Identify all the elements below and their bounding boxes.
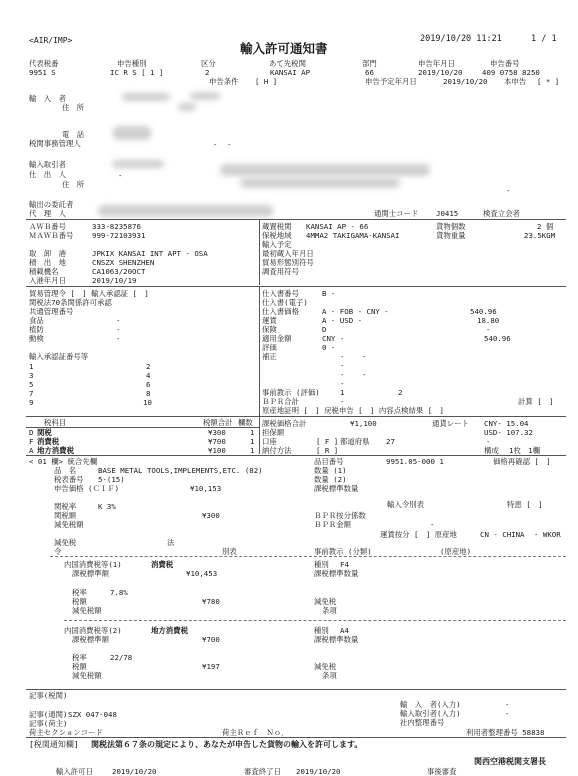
tsumidashi: CNSZX SHENZHEN [92, 258, 155, 267]
joken: [ H ] [255, 77, 278, 86]
unchin: 18.80 [477, 316, 500, 325]
suryo-1-label: 数量 (1) [314, 466, 347, 475]
chosa-fugo-label: 調査用符号 [262, 267, 299, 276]
notice-tag: [税関通知欄] [29, 740, 79, 749]
tax-row-amount: ¥300 [208, 428, 226, 437]
kanzei-ritsu: K 3% [98, 502, 116, 511]
invoice-no: B - [322, 289, 336, 298]
genmen-zei-label: 減免税 [314, 597, 337, 606]
tokkei-label: 特恵 [ ] [507, 500, 543, 509]
kazei-hyojun: ¥700 [202, 635, 220, 644]
yunyusha-nyuryoku-label: 輸 入 者(入力) [400, 700, 461, 709]
tax-row-code: A [29, 446, 34, 455]
dash-mark: - [340, 352, 345, 361]
hoken-label: 保険 [262, 325, 277, 334]
hinmoku-label: 品目番号 [314, 457, 344, 466]
hoken-terms: D [322, 325, 327, 334]
rule-line [26, 219, 566, 220]
zoki-zeikan-label: 蔵置税関 [262, 222, 292, 231]
mawb-number: 999-72103931 [92, 231, 146, 240]
chiho-shohizei-label: 地方消費税 [151, 626, 188, 635]
yunyu-yotei-label: 輸入予定 [262, 240, 292, 249]
ho-label: 法 [167, 538, 175, 547]
torihikisha-label: 輸入取引者 [29, 160, 66, 169]
jizen-kyoji-bunrui-label: 事前教示 (分類) [314, 547, 372, 556]
kubun-label: 区分 [201, 59, 216, 68]
yunyusha-label: 輸 入 者 [29, 94, 66, 103]
kazei-suryo-label: 課税標準数量 [314, 484, 359, 493]
dashed-rule [64, 620, 566, 621]
dash-mark: - [486, 325, 491, 334]
genmen-zeigaku-label: 減免税額 [72, 671, 102, 680]
shinkoku-no: 409 0758 8250 [482, 68, 540, 77]
dash-mark: - [116, 316, 121, 325]
document-title: 輸入許可通知書 [240, 41, 328, 56]
toriage-ko: JPKIX KANSAI INT APT - OSA [92, 249, 208, 258]
dashed-rule [50, 556, 566, 557]
kiji-tsukan-label: 記事(通関) [29, 710, 68, 719]
zeiritsu-label: 税率 [72, 653, 87, 662]
shinkoku-shubetsu: IC R S [ 1 ] [110, 68, 164, 77]
item-header: < 01 欄> 統合先欄 [29, 457, 98, 466]
zeiritsu: 7.8% [110, 588, 128, 597]
kosei-label: 構成 [484, 446, 499, 455]
shohizei-label: 消費税 [151, 560, 174, 569]
shonin-bango-label: 輸入承認証番号等 [29, 352, 89, 361]
kanzei-gaku-label: 関税額 [54, 511, 77, 520]
tax-row-name: 関税 [37, 428, 52, 437]
kanzei-70-label: 関税法70条関係許可承認 [29, 298, 112, 307]
yunyusha-jusho-label: 住 所 [62, 103, 85, 112]
tax-row-code: F [29, 437, 34, 446]
zeihyo-label: 税表番号 [54, 475, 84, 484]
customs-authority: 関西空港税関支署長 [474, 757, 546, 766]
shinsa-date: 2019/10/20 [296, 767, 341, 776]
invoice-no-label: 仕入書番号 [262, 289, 299, 298]
tsumidashi-label: 積 出 地 [29, 258, 66, 267]
kiji-tsukan: SZX 047-048 [68, 710, 117, 719]
tekiyo-kingaku-label: 適用金額 [262, 334, 292, 343]
yunyusha-nyuryoku: - [505, 700, 510, 709]
ninushi-section-label: 荷主セクションコード [29, 728, 103, 737]
tax-row-name: 地方消費税 [37, 446, 74, 455]
column-divider [259, 219, 260, 285]
awb-label: ＡＷＢ番号 [29, 222, 66, 231]
mawb-label: ＭＡＷＢ番号 [29, 231, 74, 240]
hosei-label: 補正 [262, 352, 277, 361]
dash-mark: - [430, 520, 435, 529]
suryo-2-label: 数量 (2) [314, 475, 347, 484]
tsukanshi-code-label: 通関士コード [374, 209, 419, 218]
saisho-zoiri-label: 最初蔵入年月日 [262, 249, 314, 258]
dash-mark: - [213, 140, 218, 149]
unchin-anbun-label: 運賃按分 [ ] 原産地 [380, 530, 457, 539]
jizen-kyoji-1: 1 [340, 388, 345, 397]
dash-mark: - [506, 186, 511, 195]
air-imp-label: <AIR/IMP> [29, 36, 73, 45]
tax-row-count: 1 [250, 428, 255, 437]
tax-row-name: 消費税 [37, 437, 60, 446]
dash-mark: - [340, 361, 345, 370]
tax-row-count: 1 [250, 446, 255, 455]
kakaku-saikakunin: 価格再確認 [ ] [493, 457, 551, 466]
todofuken-label: 都道府県 [340, 437, 370, 446]
beppyo-label: 別表 [222, 547, 237, 556]
joko-label: 条項 [322, 671, 337, 680]
sekisai-ki: CA1063/20OCT [92, 267, 146, 276]
bpr-gokei-label: ＢＰＲ合計 [262, 397, 299, 406]
page-number: 1 / 1 [531, 34, 557, 44]
nofu-hoho: [ R ] [316, 446, 339, 455]
daihyo-zeiban: 9951 S [29, 68, 56, 77]
zeigaku-label: 税額 [72, 662, 87, 671]
unchin-terms: A - USD - [322, 316, 363, 325]
tekiyo-kingaku: 540.96 [484, 334, 511, 343]
redacted-block [240, 178, 400, 188]
rei-label: 令 [54, 547, 62, 556]
kosu-label: 貨物個数 [436, 222, 466, 231]
unchin-label: 運賃 [262, 316, 277, 325]
bumon-label: 部門 [362, 59, 377, 68]
shubetsu-label: 種別 [314, 626, 329, 635]
rule-line [26, 286, 566, 287]
invoice-price: 540.96 [470, 307, 497, 316]
column-divider [259, 416, 260, 454]
atesaki-label: あて先税関 [269, 59, 306, 68]
naikoku-2-label: 内国消費税等(2) [64, 626, 122, 635]
keisan-label: 計算 [ ] [518, 397, 554, 406]
column-divider [259, 286, 260, 416]
kosei: 1枚 1欄 [509, 446, 541, 455]
kubun: 2 [205, 68, 210, 77]
redacted-block [112, 160, 164, 168]
kensa-label: 検査立会者 [483, 209, 520, 218]
yotei-date: 2019/10/20 [443, 77, 488, 86]
shidashinin-jusho-label: 住 所 [62, 180, 85, 189]
shinkoku-shubetsu-label: 申告種別 [117, 59, 147, 68]
redacted-block [220, 164, 430, 176]
tax-row-amount: ¥100 [208, 446, 226, 455]
juryo-label: 貨物重量 [436, 231, 466, 240]
dash-mark: - [116, 334, 121, 343]
dash-mark: - [340, 397, 345, 406]
shinkoku-kakaku: ¥10,153 [190, 484, 222, 493]
hozei-chiiki-label: 保税地域 [262, 231, 292, 240]
tsuka-rate-label: 通貨レート [432, 419, 469, 428]
shokubo-label: 植防 [29, 325, 44, 334]
kazei-hyojun: ¥10,453 [186, 569, 218, 578]
kanzei-gaku: ¥300 [202, 511, 220, 520]
hyoka: 0 - [322, 343, 336, 352]
joko-label: 条項 [322, 606, 337, 615]
shonin-number: 3 [29, 371, 34, 380]
print-datetime: 2019/10/20 11:21 [420, 34, 502, 44]
ninushi-ref-label: 荷主Ｒｅｆ Ｎｏ． [222, 728, 289, 737]
zeiritsu: 22/78 [110, 653, 133, 662]
juryo: 23.5KGM [524, 231, 556, 240]
kazei-suryo-label: 課税標準数量 [314, 569, 359, 578]
tax-row-count: 1 [250, 437, 255, 446]
genmen-zei-label: 減免税 [314, 662, 337, 671]
shinkoku-date-label: 申告年月日 [418, 59, 455, 68]
torihiki-nyuryoku: - [505, 709, 510, 718]
rule-line [26, 689, 566, 690]
shonin-number: 7 [29, 389, 34, 398]
nyuko-date: 2019/10/19 [92, 276, 137, 285]
dash-mark: - [340, 370, 345, 379]
hinmei: BASE METAL TOOLS,IMPLEMENTS,ETC. (82) [98, 466, 263, 475]
genmen-zeigaku-label: 減免税額 [72, 606, 102, 615]
atesaki: KANSAI AP [270, 68, 311, 77]
gensanchi-wkor: - WKOR [534, 530, 561, 539]
riyosha-seiri: 利用者整理番号 58838 [466, 728, 545, 737]
dash-mark: - [486, 437, 491, 446]
gensanchi: CN - CHINA [480, 530, 525, 539]
sekisai-ki-label: 積載機名 [29, 267, 59, 276]
shonin-number: 9 [29, 398, 34, 407]
shinkoku-kakaku-label: 申告価格 (ＣＩＦ) [54, 484, 120, 493]
nyuko-date-label: 入港年月日 [29, 276, 66, 285]
hinmei-label: 品 名 [54, 466, 77, 475]
zeigaku-label: 税額 [72, 597, 87, 606]
tekiyo-terms: CNY - [322, 334, 345, 343]
shonin-number: 4 [146, 371, 151, 380]
kyoka-date: 2019/10/20 [112, 767, 157, 776]
itakusha-label: 輸出の委託者 [29, 200, 74, 209]
zei-kamoku-header: 税科目 [44, 418, 67, 427]
genmen-zeigaku-label: 減免税額 [54, 520, 84, 529]
kiji-zeikan-label: 記事(税関) [29, 691, 68, 700]
bpr-anbun-label: ＢＰＲ按分係数 [314, 511, 366, 520]
redacted-block [113, 126, 151, 140]
nofu-hoho-label: 納付方法 [262, 446, 292, 455]
kazei-hyojun-label: 課税標準額 [72, 635, 109, 644]
shinkoku-no-label: 申告番号 [490, 59, 520, 68]
yunyurei-beppyo-label: 輸入令別表 [387, 500, 424, 509]
shinkoku-date: 2019/10/20 [418, 68, 463, 77]
kazei-suryo-label: 課税標準数量 [314, 635, 359, 644]
tax-row-code: D [29, 428, 34, 437]
boeki-kanri-label: 貿易管理令 [ ] 輸入承認証 [ ] [29, 289, 149, 298]
kanzei-ritsu-label: 関税率 [54, 502, 77, 511]
rule-line [26, 737, 566, 738]
yotei-label: 申告予定年月日 [365, 77, 417, 86]
dash-mark: - [118, 171, 123, 180]
tsukanshi-code: J0415 [436, 209, 459, 218]
tanpo-label: 担保額 [262, 428, 285, 437]
dash-mark: - [116, 325, 121, 334]
dokken-label: 動検 [29, 334, 44, 343]
koza-label: 口座 [262, 437, 277, 446]
invoice-electronic-label: 仕入書(電子) [262, 298, 308, 307]
dash-mark: - [340, 379, 345, 388]
zoki-zeikan: KANSAI AP - 66 [306, 222, 369, 231]
bpr-kingaku-label: ＢＰＲ金額 [314, 520, 351, 529]
redacted-block [190, 92, 220, 100]
dash-mark: - [227, 140, 232, 149]
redacted-block [122, 93, 170, 101]
gensanchi-paren-label: (原産地) [440, 547, 472, 556]
rule-line [26, 416, 566, 417]
rule-line [26, 455, 566, 456]
daihyo-zeiban-label: 代表税番 [29, 59, 59, 68]
tax-row-amount: ¥700 [208, 437, 226, 446]
kazei-kakaku-gokei: ¥1,100 [350, 419, 377, 428]
rate-cny: CNY- 15.04 [484, 419, 529, 428]
shinsa-date-label: 審査終了日 [244, 767, 281, 776]
zeiritsu-label: 税率 [72, 588, 87, 597]
shubetsu: F4 [340, 560, 349, 569]
shonin-number: 6 [146, 380, 151, 389]
hozei-chiiki: 4MMA2 TAKIGAMA-KANSAI [306, 231, 400, 240]
gensanchi-shomei-line: 原産地証明 [ ] 戻税申告 [ ] 内容点検結果 [ ] [262, 406, 444, 415]
hyoka-label: 評価 [262, 343, 277, 352]
shubetsu: A4 [340, 626, 349, 635]
kyotsu-kanri-label: 共通管理番号 [29, 307, 74, 316]
torihiki-nyuryoku-label: 輸入取引者(入力) [400, 709, 461, 718]
bumon: 66 [365, 68, 374, 77]
denwa-label: 電 話 [62, 130, 85, 139]
naikoku-1-label: 内国消費税等(1) [64, 560, 122, 569]
todofuken: 27 [386, 437, 395, 446]
invoice-price-label: 仕入書価格 [262, 307, 299, 316]
dash-mark: - [362, 352, 367, 361]
honshin-label: 本申告 [504, 77, 527, 86]
redacted-block [98, 205, 273, 217]
awb-number: 333-8235876 [92, 222, 141, 231]
zeihyo: 5-(15) [98, 475, 125, 484]
shonin-number: 2 [146, 362, 151, 371]
kyoka-date-label: 輸入許可日 [56, 767, 93, 776]
zeimu-kanrinin-label: 税関事務管理人 [29, 139, 81, 148]
redacted-block [178, 103, 196, 111]
genmen-zei-label: 減免税 [54, 538, 77, 547]
dash-mark: - [362, 370, 367, 379]
shonin-number: 8 [146, 389, 151, 398]
shokuhin-label: 食品 [29, 316, 44, 325]
jizen-kyoji-2: 2 [398, 388, 403, 397]
kazei-hyojun-label: 課税標準額 [72, 569, 109, 578]
shonin-number: 5 [29, 380, 34, 389]
boeki-keitai-label: 貿易形態別符号 [262, 258, 314, 267]
shidashinin-label: 仕 出 人 [29, 170, 66, 179]
hinmoku: 9951.05-000 1 [386, 457, 444, 466]
shonin-number: 1 [29, 362, 34, 371]
kazei-kakaku-gokei-label: 課税価格合計 [262, 419, 307, 428]
permit-notice: 関税法第６７条の規定により、あなたが申告した貨物の輸入を許可します。 [91, 740, 363, 749]
zeigaku: ¥197 [202, 662, 220, 671]
shubetsu-label: 種別 [314, 560, 329, 569]
kosu: 2 個 [537, 222, 554, 231]
dairinin-label: 代 理 人 [29, 209, 66, 218]
invoice-price-terms: A - FOB - CNY - [322, 307, 389, 316]
jigo-shinsa-label: 事後審査 [427, 767, 457, 776]
shanai-seiri-label: 社内整理番号 [400, 718, 445, 727]
shonin-number: 10 [143, 398, 152, 407]
koza: [ F ] [316, 437, 339, 446]
kiji-ninushi-label: 記事(荷主) [29, 719, 68, 728]
rate-usd: USD- 107.32 [484, 428, 533, 437]
joken-label: 申告条件 [209, 77, 239, 86]
jizen-kyoji-hyoka-label: 事前教示 (評価) [262, 388, 320, 397]
honshin: [ * ] [537, 77, 560, 86]
zeigaku-gokei-header: 税額合計 [203, 418, 233, 427]
zeigaku: ¥780 [202, 597, 220, 606]
ransu-header: 欄数 [238, 418, 253, 427]
toriage-ko-label: 取 卸 港 [29, 249, 66, 258]
